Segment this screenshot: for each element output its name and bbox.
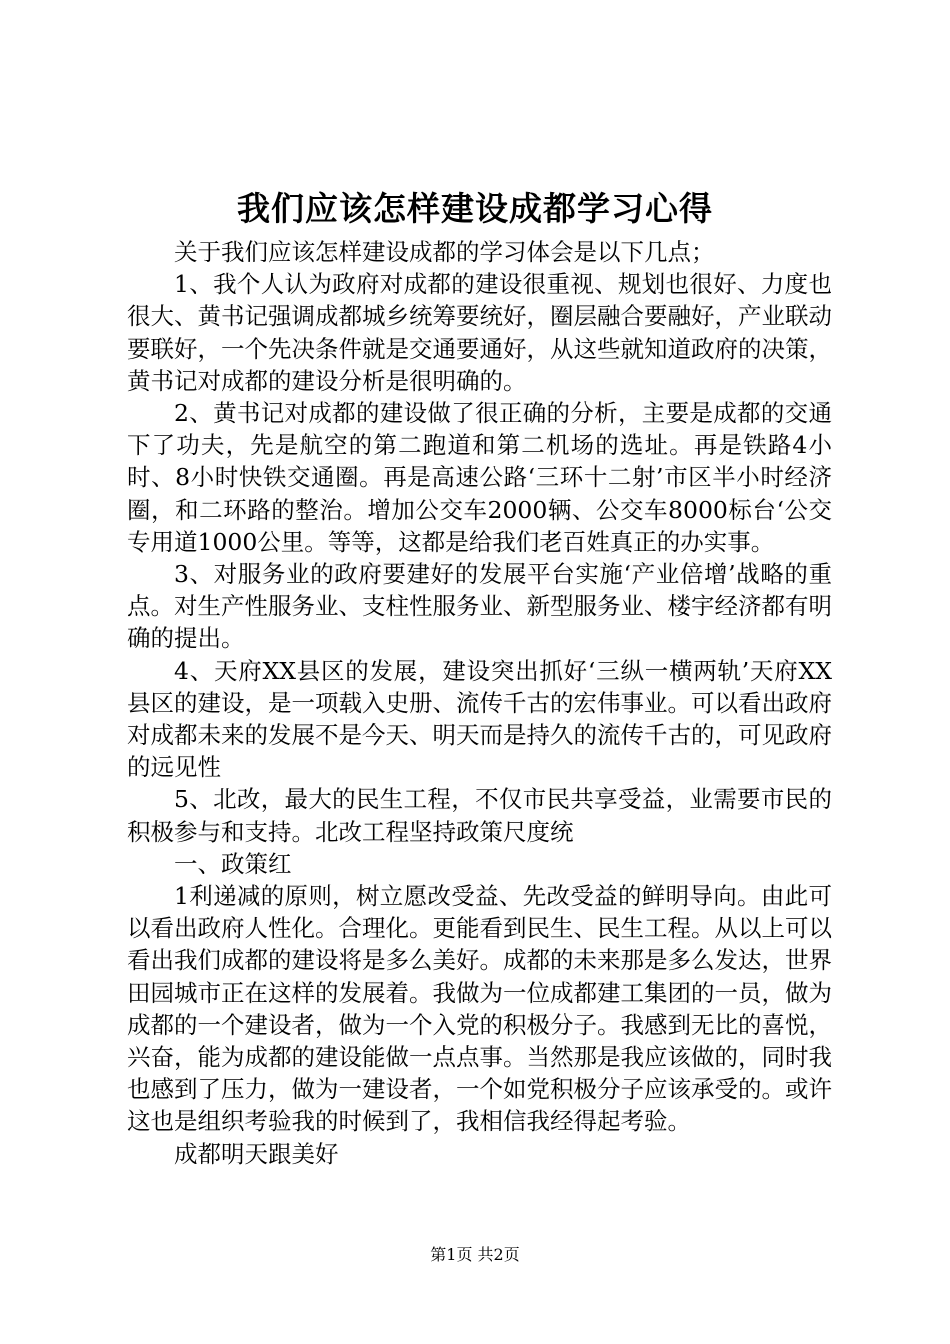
paragraph-point-3: 3、对服务业的政府要建好的发展平台实施‘产业倍增’战略的重点。对生产性服务业、支柱性服务业、新型服务业、楼宇经济都有明确的提出。 — [127, 560, 832, 653]
paragraph-closing: 成都明天跟美好 — [174, 1139, 339, 1168]
paragraph-point-2: 2、黄书记对成都的建设做了很正确的分析，主要是成都的交通下了功夫，先是航空的第二跑道和第二机场的选址。再是铁路4小时、8小时快铁交通圈。再是高速公路‘三环十二射’市区半小时经济圈，和二环路的整治。增加公交车2000辆、公交车8000标台‘公交专用道1000公里。等等，这都是给我们老百姓真正的办实事。 — [127, 399, 832, 556]
paragraph-conclusion: 1利递减的原则，树立愿改受益、先改受益的鲜明导向。由此可以看出政府人性化。合理化。更能看到民生、民生工程。从以上可以看出我们成都的建设将是多么美好。成都的未来那是多么发达，世界田园城市正在这样的发展着。我做为一位成都建工集团的一员，做为成都的一个建设者，做为一个入党的积极分子。我感到无比的喜悦，兴奋，能为成都的建设能做一点点事。当然那是我应该做的，同时我也感到了压力，做为一建设者，一个如党积极分子应该承受的。或许这也是组织考验我的时候到了，我相信我经得起考验。 — [127, 882, 832, 1136]
paragraph-point-5: 5、北改，最大的民生工程，不仅市民共享受益，业需要市民的积极参与和支持。北改工程坚持政策尺度统 — [127, 785, 832, 846]
paragraph-intro: 关于我们应该怎样建设成都的学习体会是以下几点； — [174, 238, 715, 266]
document-title: 我们应该怎样建设成都学习心得 — [237, 189, 713, 228]
paragraph-subheading: 一、政策红 — [174, 849, 292, 878]
paragraph-point-1: 1、我个人认为政府对成都的建设很重视、规划也很好、力度也很大、黄书记强调成都城乡统筹要统好，圈层融合要融好，产业联动要联好，一个先决条件就是交通要通好，从这些就知道政府的决策，黄书记对成都的建设分析是很明确的。 — [127, 270, 832, 395]
paragraph-point-4: 4、天府XX县区的发展，建设突出抓好‘三纵一横两轨’天府XX县区的建设，是一项载入史册、流传千古的宏伟事业。可以看出政府对成都未来的发展不是今天、明天而是持久的流传千古的，可见政府的远见性 — [127, 656, 832, 782]
page-number-footer: 第1页 共2页 — [430, 1245, 520, 1264]
document-body — [127, 236, 832, 1170]
